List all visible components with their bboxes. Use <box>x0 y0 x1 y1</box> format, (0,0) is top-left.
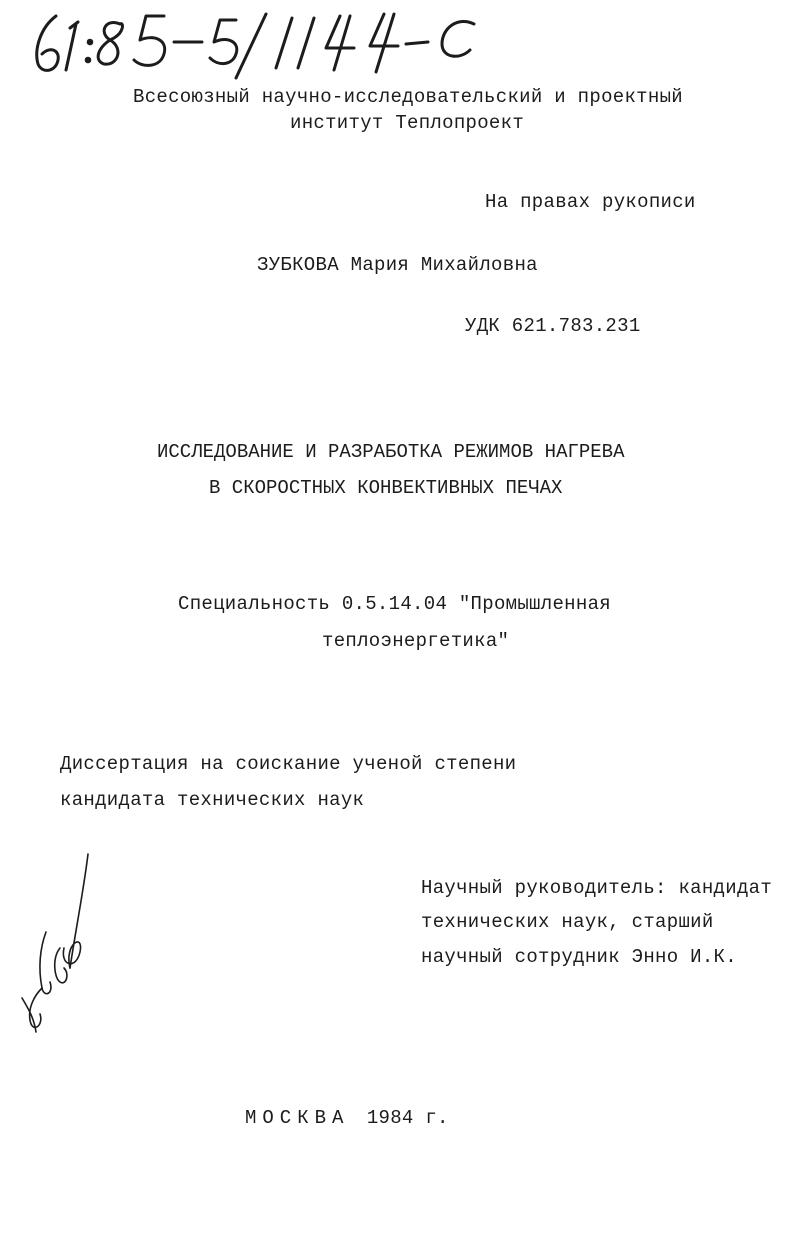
city-year-line <box>245 1106 449 1130</box>
year: 1984 г. <box>366 1107 449 1129</box>
supervisor-line-3: научный сотрудник Энно И.К. <box>421 946 737 968</box>
city: МОСКВА <box>245 1107 350 1129</box>
supervisor-line-1: Научный руководитель: кандидат <box>421 877 773 899</box>
specialty-line-2: теплоэнергетика" <box>322 630 510 652</box>
specialty-line-1: Специальность 0.5.14.04 "Промышленная <box>178 593 611 615</box>
dissertation-degree-line-2: кандидата технических наук <box>60 789 365 811</box>
handwritten-signature <box>14 848 104 1038</box>
institution-line-2: институт Теплопроект <box>290 112 525 134</box>
handwritten-archive-number <box>14 2 484 88</box>
supervisor-line-2: технических наук, старший <box>421 911 714 933</box>
udc-code: УДК 621.783.231 <box>465 315 641 337</box>
dissertation-title-line-2: В СКОРОСТНЫХ КОНВЕКТИВНЫХ ПЕЧАХ <box>209 477 563 499</box>
institution-line-1: Всесоюзный научно-исследовательский и проектный <box>133 86 683 108</box>
manuscript-rights: На правах рукописи <box>485 191 696 213</box>
dissertation-title-line-1: ИССЛЕДОВАНИЕ И РАЗРАБОТКА РЕЖИМОВ НАГРЕВА <box>157 441 625 463</box>
author-name: ЗУБКОВА Мария Михайловна <box>257 254 538 276</box>
dissertation-degree-line-1: Диссертация на соискание ученой степени <box>60 753 517 775</box>
